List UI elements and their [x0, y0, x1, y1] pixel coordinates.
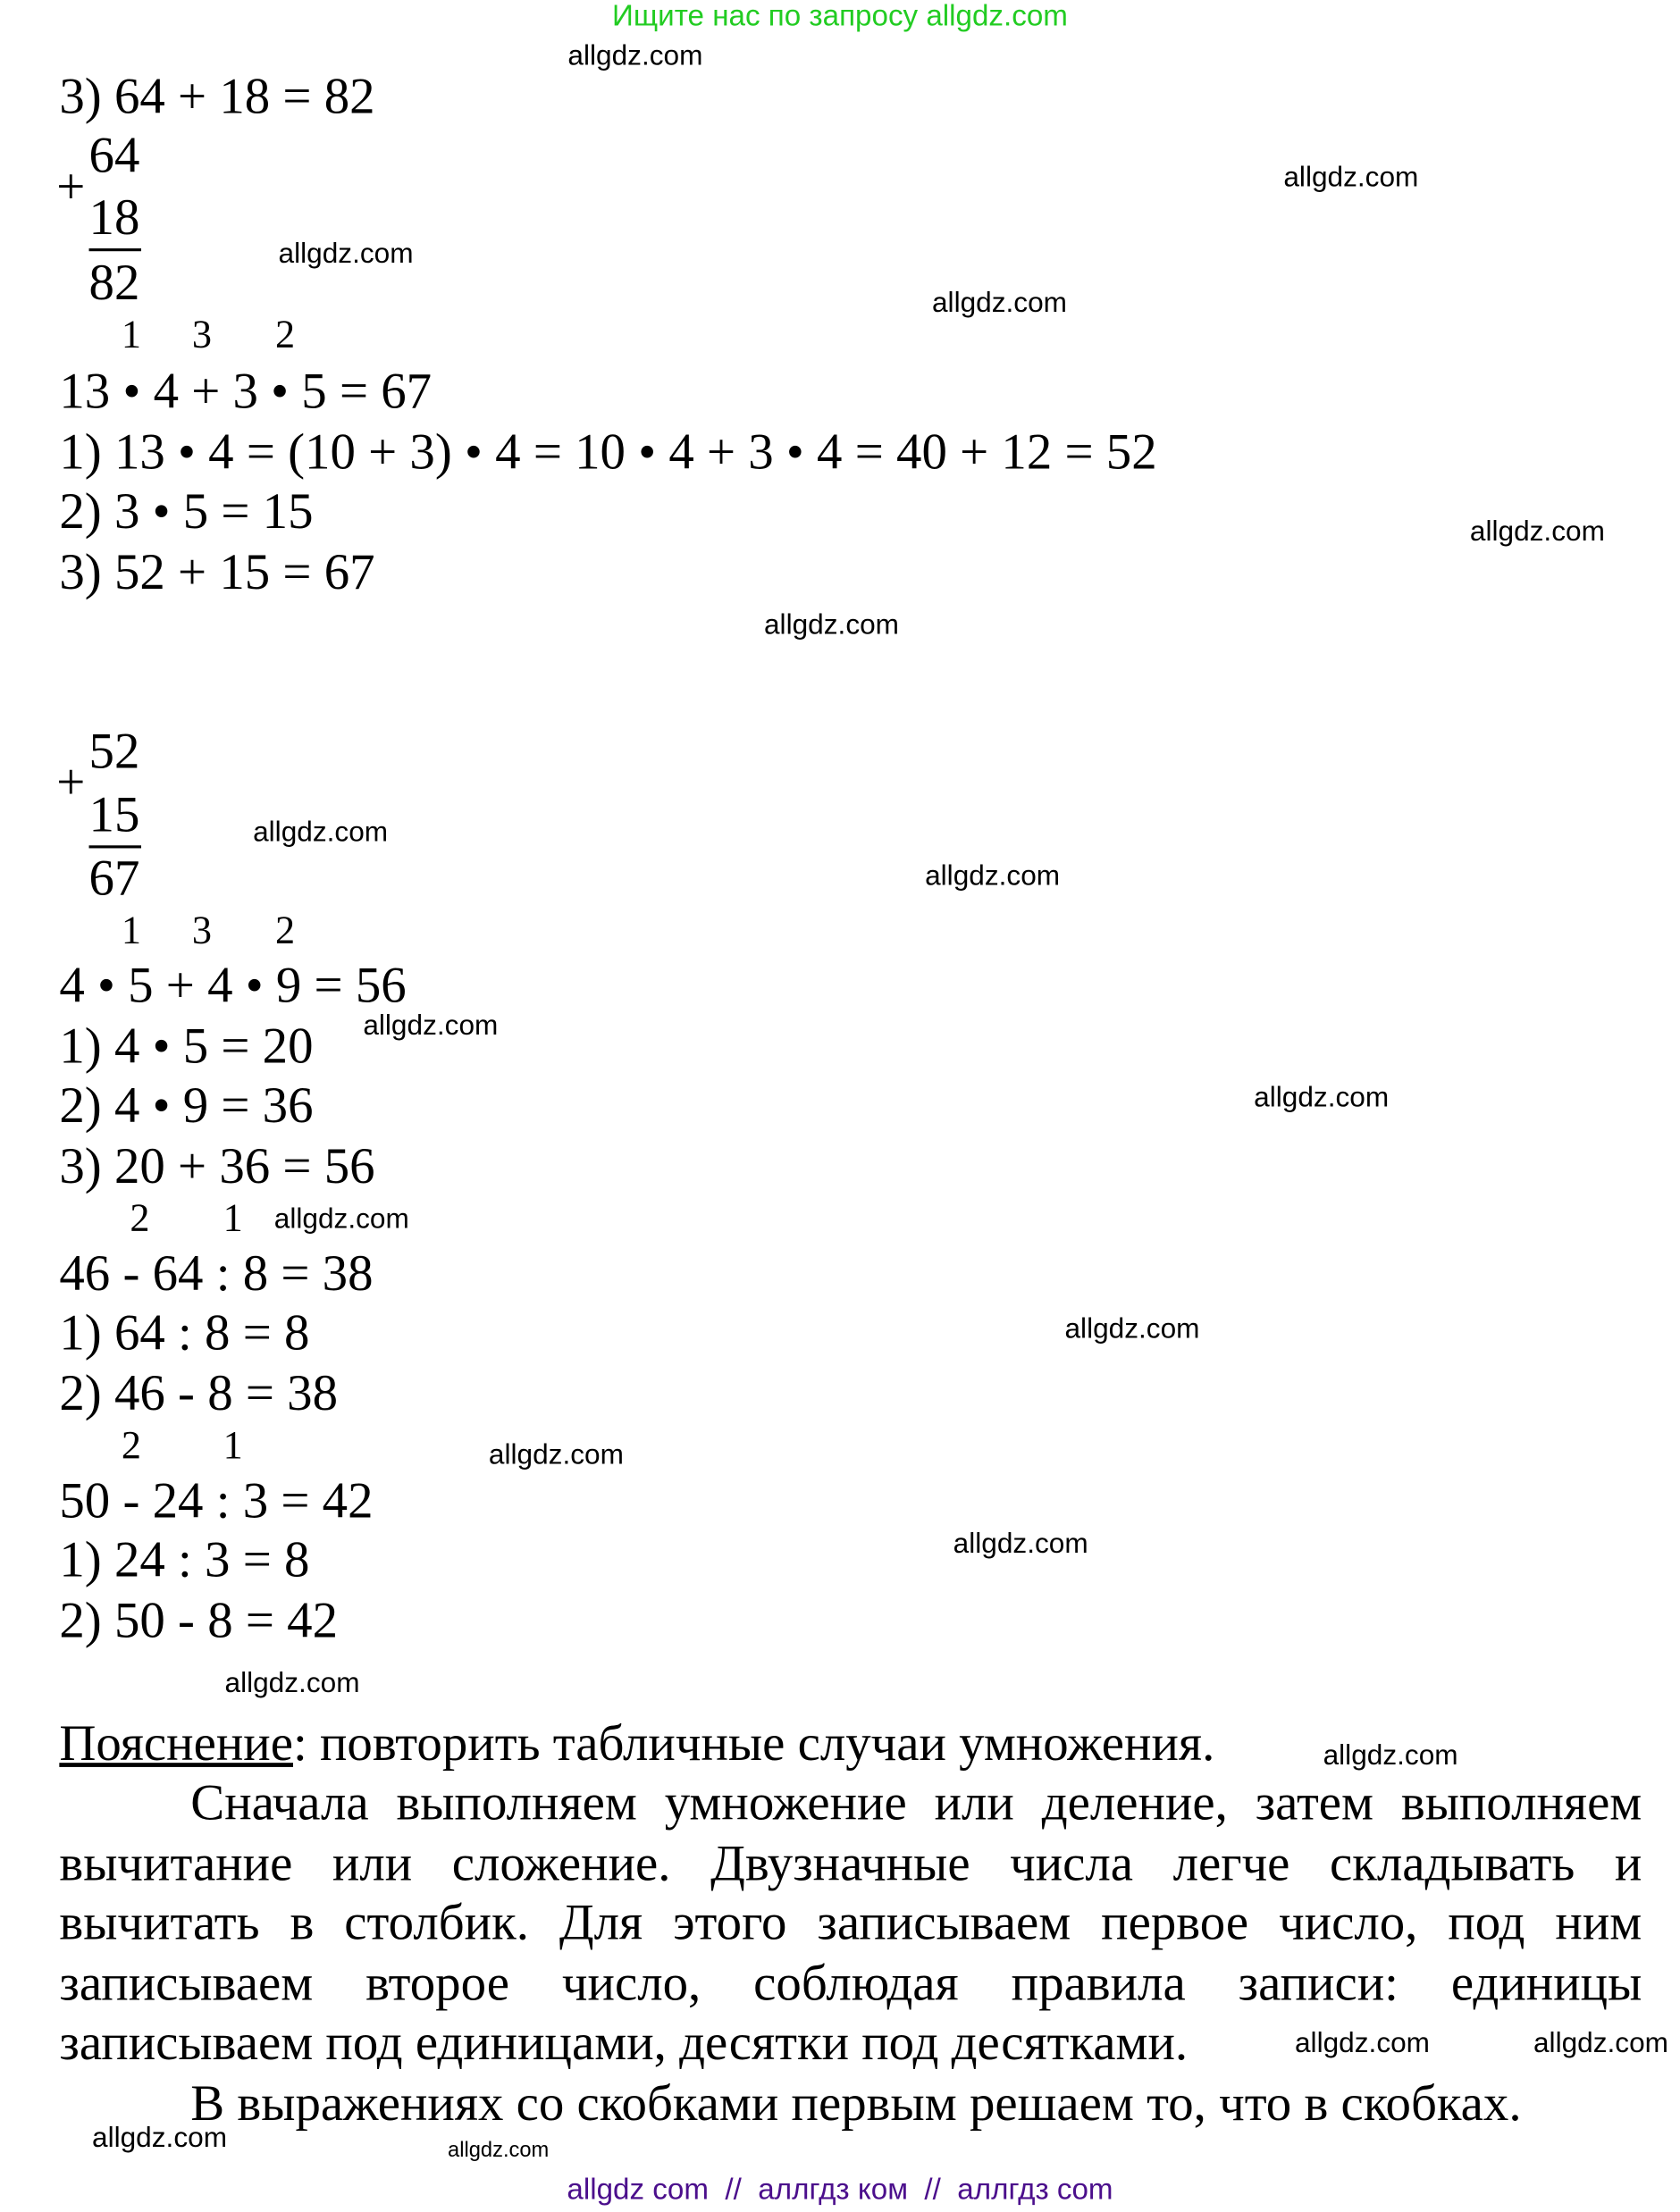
watermark: allgdz.com	[253, 817, 389, 849]
paragraph-line: В выражениях со скобками первым решаем то, что в скобках.	[190, 2074, 1522, 2132]
watermark: allgdz.com	[363, 1010, 499, 1042]
explanation-text: : повторить табличные случаи умножения.	[292, 1714, 1215, 1772]
step-line: 1) 24 : 3 = 8	[59, 1531, 310, 1588]
watermark: allgdz.com	[1533, 2028, 1669, 2059]
footer-links[interactable]: allgdz com // аллгдз ком // аллгдз com	[567, 2173, 1113, 2207]
watermark: allgdz.com	[1294, 2028, 1431, 2059]
order-number: 1	[223, 1196, 243, 1241]
step-line: 2) 3 • 5 = 15	[59, 482, 314, 540]
step-line: 1) 4 • 5 = 20	[59, 1018, 314, 1075]
column-result: 82	[88, 254, 140, 311]
explanation-label: Пояснение	[59, 1714, 293, 1772]
step-line: 3) 64 + 18 = 82	[59, 67, 375, 125]
order-number: 2	[121, 1424, 141, 1468]
watermark: allgdz.com	[448, 2138, 550, 2163]
column-operator: +	[56, 753, 86, 810]
watermark: allgdz.com	[1323, 1739, 1458, 1772]
expression: 13 • 4 + 3 • 5 = 67	[59, 363, 433, 420]
order-number: 2	[130, 1196, 150, 1241]
order-number: 2	[275, 313, 296, 357]
search-banner[interactable]: Ищите нас по запросу allgdz.com	[612, 0, 1068, 33]
step-line: 3) 20 + 36 = 56	[59, 1137, 375, 1194]
watermark: allgdz.com	[1283, 162, 1419, 194]
step-line: 1) 13 • 4 = (10 + 3) • 4 = 10 • 4 + 3 • 4 = 40 + 12 = 52	[59, 423, 1157, 481]
paragraph-line: Сначала выполняем умножение или деление, затем выполняем	[190, 1773, 1642, 1831]
column-divider	[89, 248, 141, 251]
watermark: allgdz.com	[925, 860, 1061, 892]
column-addend-2: 18	[88, 189, 140, 246]
column-addend-1: 52	[88, 722, 140, 780]
watermark: allgdz.com	[1469, 516, 1605, 548]
column-result: 67	[88, 850, 140, 907]
watermark: allgdz.com	[763, 609, 900, 641]
step-line: 2) 4 • 9 = 36	[59, 1077, 314, 1134]
column-operator: +	[56, 157, 86, 215]
watermark: allgdz.com	[224, 1668, 360, 1700]
order-number: 1	[223, 1424, 243, 1468]
order-number: 2	[275, 909, 296, 953]
order-number: 3	[191, 909, 212, 953]
expression: 4 • 5 + 4 • 9 = 56	[59, 957, 407, 1014]
column-addend-1: 64	[88, 127, 140, 184]
paragraph-line: вычитать в столбик. Для этого записываем первое число, под ним	[59, 1894, 1642, 1951]
column-addend-2: 15	[88, 785, 140, 843]
order-number: 1	[121, 909, 141, 953]
watermark: allgdz.com	[931, 288, 1068, 320]
explanation-heading	[59, 1713, 1214, 1772]
step-line: 1) 64 : 8 = 8	[59, 1303, 310, 1361]
watermark: allgdz.com	[1064, 1313, 1200, 1345]
paragraph-line: записываем под единицами, десятки под десятками.	[59, 2014, 1189, 2071]
order-number: 1	[121, 313, 141, 357]
step-line: 2) 46 - 8 = 38	[59, 1364, 339, 1421]
order-number: 3	[191, 313, 212, 357]
step-line: 2) 50 - 8 = 42	[59, 1592, 339, 1649]
watermark: allgdz.com	[91, 2123, 228, 2154]
paragraph-line: вычитание или сложение. Двузначные числа легче складывать и	[59, 1834, 1642, 1891]
watermark: allgdz.com	[953, 1528, 1088, 1560]
paragraph-line: записываем второе число, соблюдая правила записи: единицы	[59, 1955, 1642, 2012]
watermark: allgdz.com	[488, 1439, 624, 1471]
expression: 50 - 24 : 3 = 42	[59, 1471, 374, 1529]
expression: 46 - 64 : 8 = 38	[59, 1244, 374, 1302]
watermark: allgdz.com	[278, 238, 414, 270]
watermark: allgdz.com	[273, 1203, 409, 1236]
watermark: allgdz.com	[1254, 1082, 1390, 1114]
watermark: allgdz.com	[567, 40, 703, 72]
step-line: 3) 52 + 15 = 67	[59, 543, 375, 600]
